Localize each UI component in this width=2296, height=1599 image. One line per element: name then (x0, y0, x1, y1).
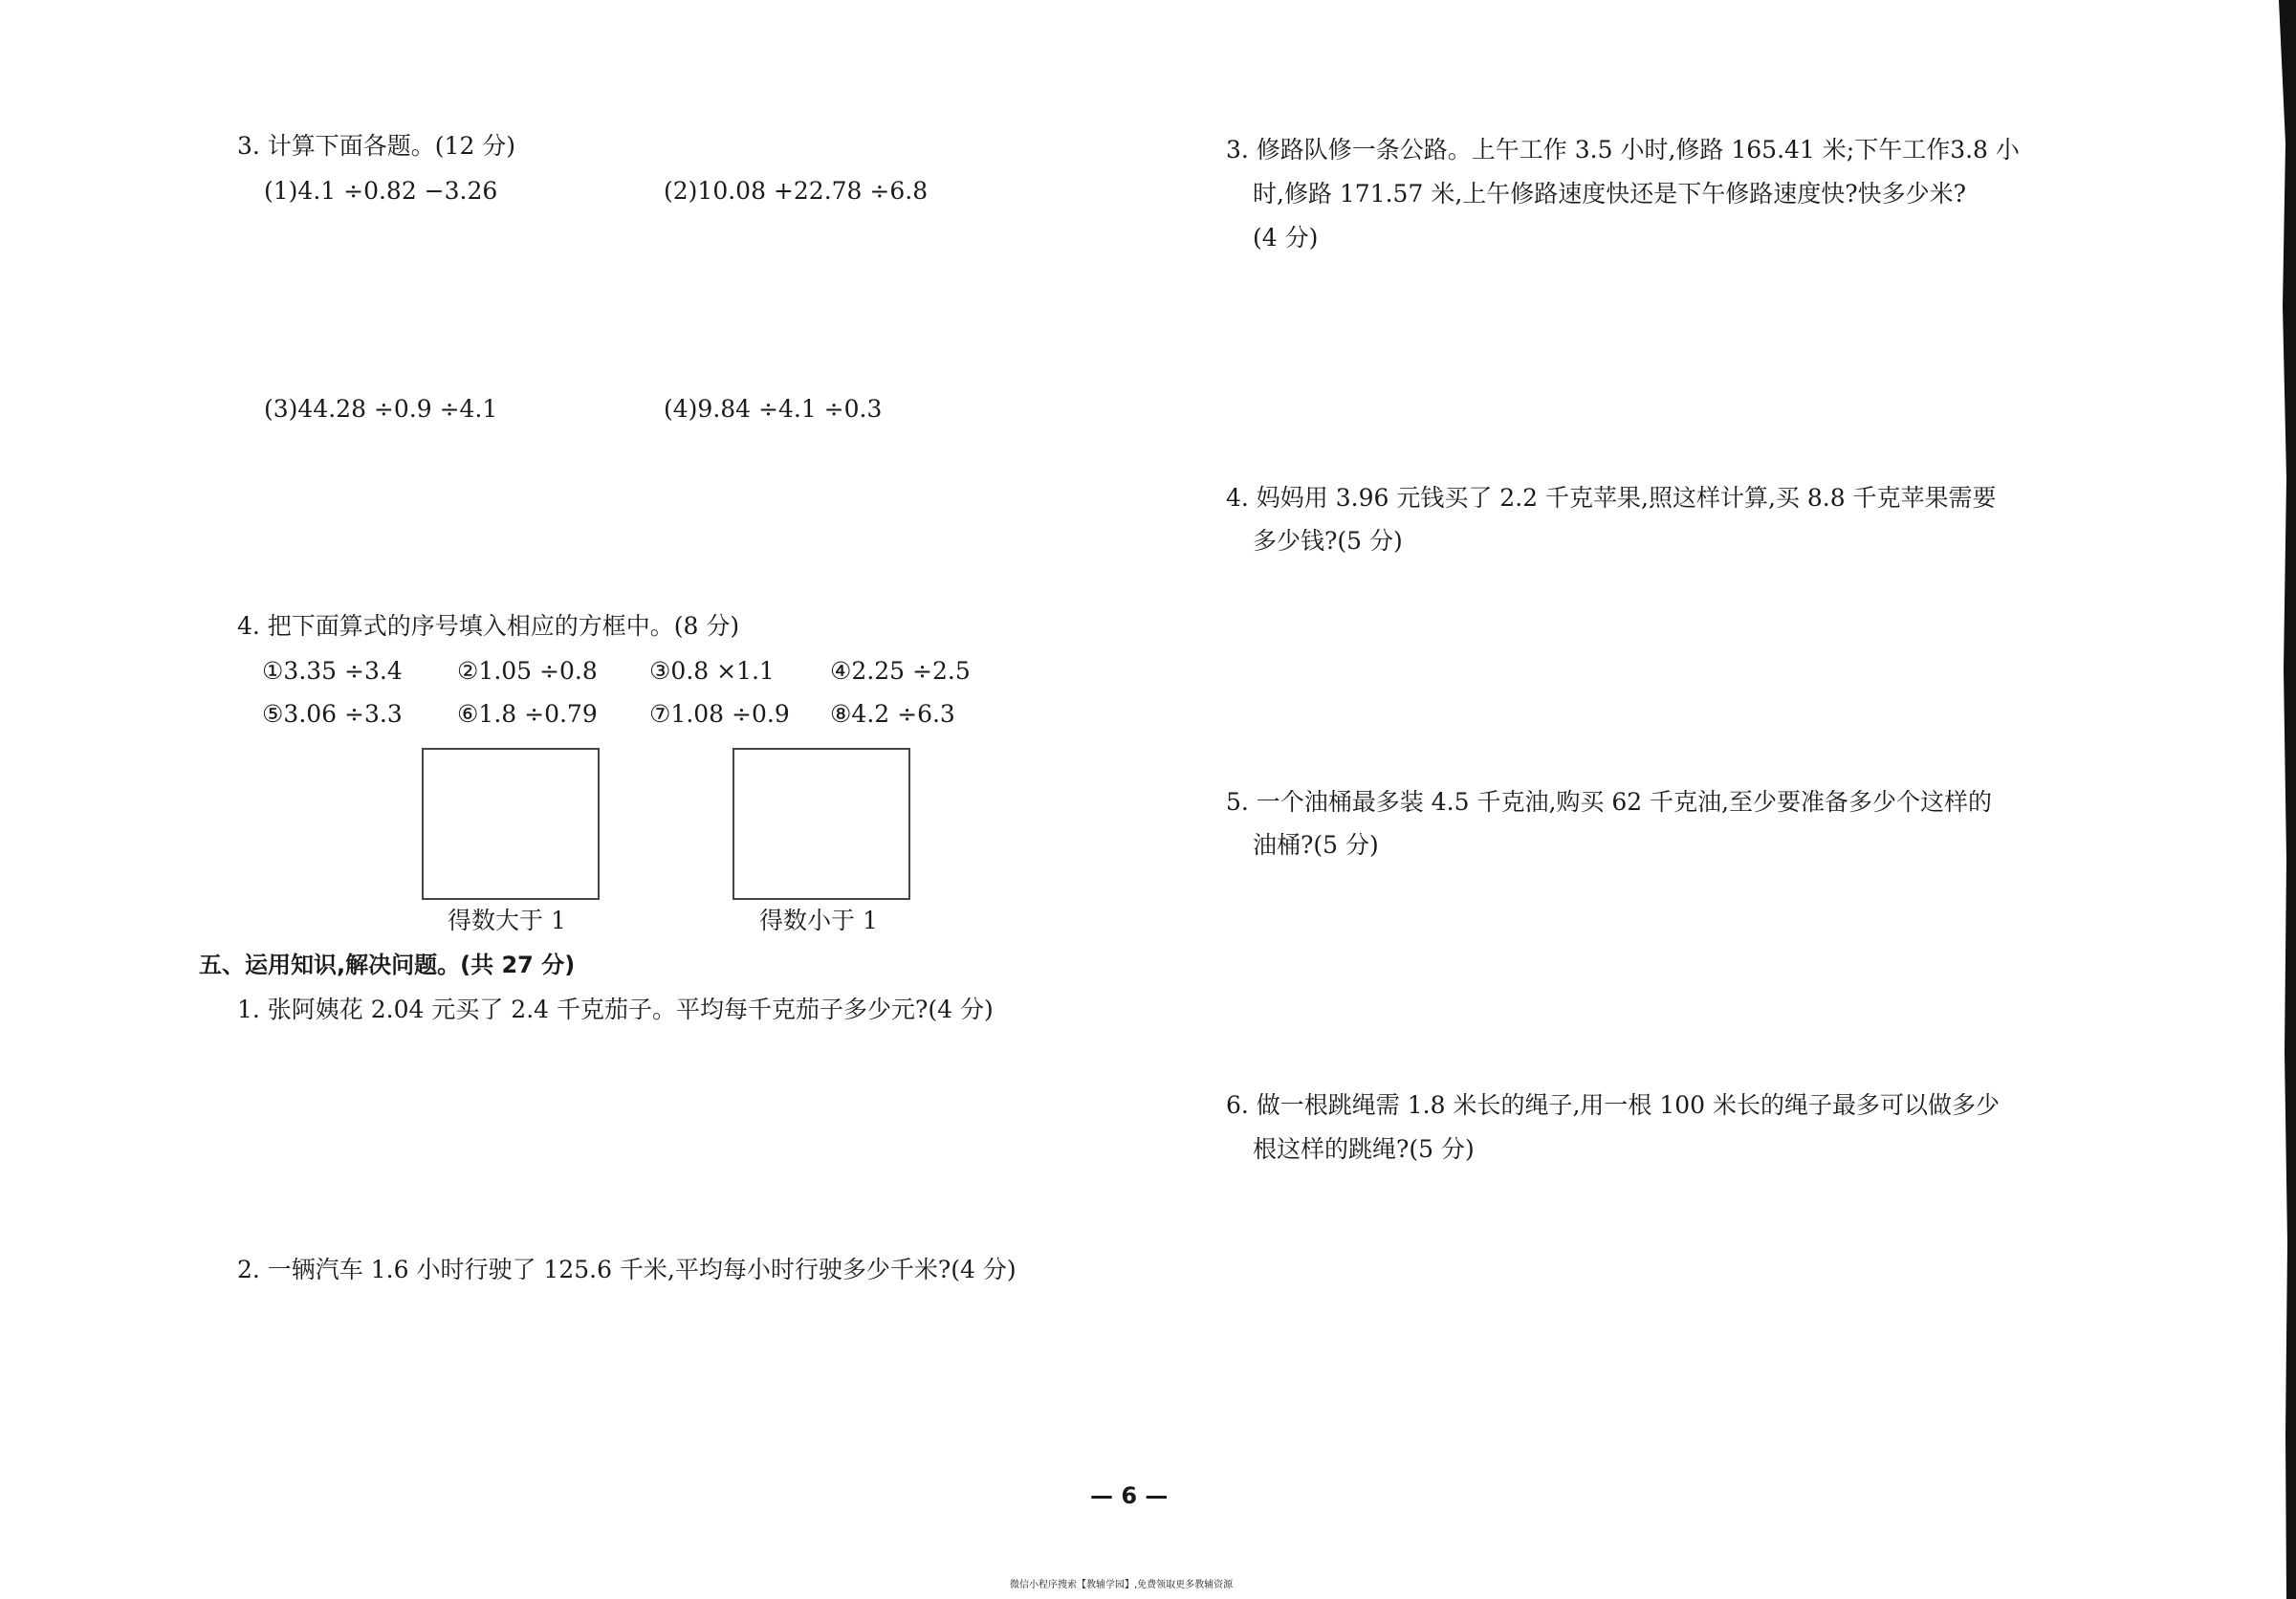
q3-title: 3. 计算下面各题。(12 分) (237, 132, 516, 160)
answer-box-less-label: 得数小于 1 (759, 907, 878, 934)
q4-expr-8: ⑧4.2 ÷6.3 (830, 700, 955, 728)
problem-4-line-2: 多少钱?(5 分) (1253, 527, 1403, 555)
problem-6-line-1: 6. 做一根跳绳需 1.8 米长的绳子,用一根 100 米长的绳子最多可以做多少 (1226, 1091, 2001, 1119)
scan-edge (2258, 0, 2296, 1599)
q4-expr-4: ④2.25 ÷2.5 (830, 657, 971, 685)
problem-3-line-3: (4 分) (1253, 224, 1319, 252)
section-5-heading: 五、运用知识,解决问题。(共 27 分) (199, 952, 576, 978)
q3-item-3: (3)44.28 ÷0.9 ÷4.1 (264, 395, 498, 423)
q3-item-2: (2)10.08 +22.78 ÷6.8 (664, 177, 929, 205)
q3-item-4: (4)9.84 ÷4.1 ÷0.3 (664, 395, 883, 423)
q4-expr-2: ②1.05 ÷0.8 (457, 657, 598, 685)
answer-box-less[interactable] (733, 748, 910, 900)
problem-4-line-1: 4. 妈妈用 3.96 元钱买了 2.2 千克苹果,照这样计算,买 8.8 千克苹果需要 (1226, 484, 1997, 512)
q4-expr-1: ①3.35 ÷3.4 (262, 657, 403, 685)
answer-box-greater-label: 得数大于 1 (448, 907, 566, 934)
q4-title: 4. 把下面算式的序号填入相应的方框中。(8 分) (237, 612, 740, 640)
problem-5-line-1: 5. 一个油桶最多装 4.5 千克油,购买 62 千克油,至少要准备多少个这样的 (1226, 788, 1993, 816)
q3-item-1: (1)4.1 ÷0.82 −3.26 (264, 177, 498, 205)
q4-expr-7: ⑦1.08 ÷0.9 (649, 700, 790, 728)
problem-1: 1. 张阿姨花 2.04 元买了 2.4 千克茄子。平均每千克茄子多少元?(4 分) (237, 996, 994, 1023)
problem-3-line-2: 时,修路 171.57 米,上午修路速度快还是下午修路速度快?快多少米? (1253, 180, 1967, 208)
problem-3-line-1: 3. 修路队修一条公路。上午工作 3.5 小时,修路 165.41 米;下午工作3.8 小 (1226, 136, 2020, 164)
footer-note: 微信小程序搜索【教辅学园】,免费领取更多教辅资源 (1010, 1580, 1234, 1590)
problem-6-line-2: 根这样的跳绳?(5 分) (1253, 1135, 1475, 1163)
q4-expr-3: ③0.8 ×1.1 (649, 657, 775, 685)
problem-2: 2. 一辆汽车 1.6 小时行驶了 125.6 千米,平均每小时行驶多少千米?(4 分) (237, 1256, 1017, 1283)
answer-box-greater[interactable] (422, 748, 600, 900)
page-number: — 6 — (1090, 1482, 1169, 1509)
q4-expr-6: ⑥1.8 ÷0.79 (457, 700, 598, 728)
problem-5-line-2: 油桶?(5 分) (1253, 831, 1379, 859)
q4-expr-5: ⑤3.06 ÷3.3 (262, 700, 403, 728)
